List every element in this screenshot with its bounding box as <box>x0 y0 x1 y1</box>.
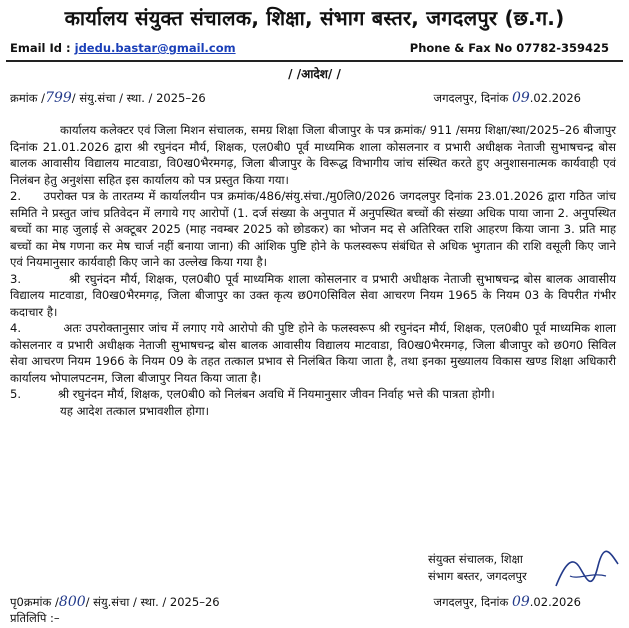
signatory-line-1: संयुक्त संचालक, शिक्षा <box>428 552 523 566</box>
paragraph-2: 2. उपरोक्त पत्र के तारतम्य में कार्यालयीन पत्र क्रमांक/486/संयु.संचा./मु0लि0/2026 जगदलपुर दिनांक 23.01.2026 द्वारा गठित जांच समिति ने प्रस्तुत जांच प्रतिवेदन में लगाये गए आरोपों (1. दर्ज संख्या के अनुपात में अनुपस्थित बच्चों की संख्या अधिक पाया जाना 2. अनुपस्थित बच्चों का माह जुलाई से अक्टूबर 2025 (माह नवम्बर 2025 को छोडकर) का भोजन मद से अतिरिक्त राशि आहरण किया जाना 3. प्रति माह बच्चों का मेष गणना कर मेष चार्ज नहीं बनाया जाना) की आंशिक पुष्टि होने के फलस्वरूप संबंधित से अधिक भुगतान की राशि वसूली किए जाने एवं नियमानुसार कार्यवाही किए जाने का उल्लेख किया गया है। <box>10 189 616 269</box>
ref-prefix: क्रमांक / <box>10 91 46 105</box>
date-rest: .02.2026 <box>529 91 581 105</box>
signatory-line-2: संभाग बस्तर, जगदलपुर <box>428 569 527 583</box>
order-place-date <box>434 90 581 106</box>
copy-label: प्रतिलिपि :– <box>10 611 60 625</box>
email-link[interactable]: jdedu.bastar@gmail.com <box>74 41 236 55</box>
endorsement-date-day: 09 <box>511 594 530 610</box>
endorsement-place-date <box>434 594 581 610</box>
paragraph-6: यह आदेश तत्काल प्रभावशील होगा। <box>60 403 210 418</box>
paragraph-5: 5. श्री रघुनंदन मौर्य, शिक्षक, एल0बी0 को निलंबन अवधि में नियमानुसार जीवन निर्वाह भत्ते की पात्रता होगी। <box>10 387 495 401</box>
email-line <box>10 41 236 55</box>
phone-fax: Phone & Fax No 07782-359425 <box>409 41 609 55</box>
order-reference <box>10 90 206 106</box>
email-label: Email Id : <box>10 41 71 55</box>
handwritten-signature <box>552 546 622 596</box>
ref-suffix: / संयु.संचा / स्था. / 2025–26 <box>71 91 206 105</box>
endorsement-ref-suffix: / संयु.संचा / स्था. / 2025–26 <box>85 595 220 609</box>
endorsement-ref-prefix: पृ0क्रमांक / <box>10 595 59 609</box>
ref-number: 799 <box>45 90 72 106</box>
paragraph-1: कार्यालय कलेक्टर एवं जिला मिशन संचालक, समग्र शिक्षा जिला बीजापुर के पत्र क्रमांक/ 911 /समग्र शिक्षा/स्था/2025–26 बीजापुर दिनांक 21.01.2026 द्वारा श्री रघुनंदन मौर्य, शिक्षक, एल0बी0 पूर्व माध्यमिक शाला कोसलनार व प्रभारी अधीक्षक नेताजी सुभाषचन्द्र बोस बालक आवासीय विद्यालय माटवाडा, वि0ख0भैरमगढ़, जिला बीजापुर के विरूद्ध विभागीय जांच संस्थित करते हुए अनुशासनात्मक कार्यवाही एवं निलंबन हेतु अनुशंसा सहित इस कार्यालय को पत्र प्रस्तुत किया गया। <box>10 123 616 187</box>
office-title: कार्यालय संयुक्त संचालक, शिक्षा, संभाग बस्तर, जगदलपुर (छ.ग.) <box>64 6 565 30</box>
header-divider <box>6 60 623 62</box>
endorsement-ref-number: 800 <box>58 594 86 610</box>
place-date-prefix: जगदलपुर, दिनांक <box>433 91 509 105</box>
endorsement-reference <box>10 594 220 610</box>
order-body <box>10 122 616 419</box>
date-day: 09 <box>511 90 530 106</box>
order-title: / /आदेश/ / <box>288 67 341 81</box>
endorsement-place-date-prefix: जगदलपुर, दिनांक <box>433 595 509 609</box>
paragraph-4: 4. अतः उपरोक्तानुसार जांच में लगाए गये आरोपो की पुष्टि होने के फलस्वरूप श्री रघुनंदन मौर्य, शिक्षक, एल0बी0 पूर्व माध्यमिक शाला कोसलनार व प्रभारी अधीक्षक नेताजी सुभाषचन्द्र बोस बालक आवासीय विद्यालय माटवाडा, वि0ख0भैरमगढ़, जिला बीजापुर को छ0ग0 सिविल सेवा आचरण नियम 1966 के नियम 09 के तहत तत्काल प्रभाव से निलंबित किया जाता है, तथा इनका मुख्यालय विकास खण्ड शिक्षा अधिकारी कार्यालय भोपालपटनम, जिला बीजापुर नियत किया जाता है। <box>10 321 616 385</box>
paragraph-3: 3. श्री रघुनंदन मौर्य, शिक्षक, एल0बी0 पूर्व माध्यमिक शाला कोसलनार व प्रभारी अधीक्षक नेताजी सुभाषचन्द्र बोस बालक आवासीय विद्यालय माटवाडा, वि0ख0भैरमगढ़, जिला बीजापुर का उक्त कृत्य छ0ग0सिविल सेवा आचरण नियम 1965 के नियम 03 के विपरीत गंभीर कदाचार है। <box>10 271 616 319</box>
endorsement-date-rest: .02.2026 <box>529 595 581 609</box>
